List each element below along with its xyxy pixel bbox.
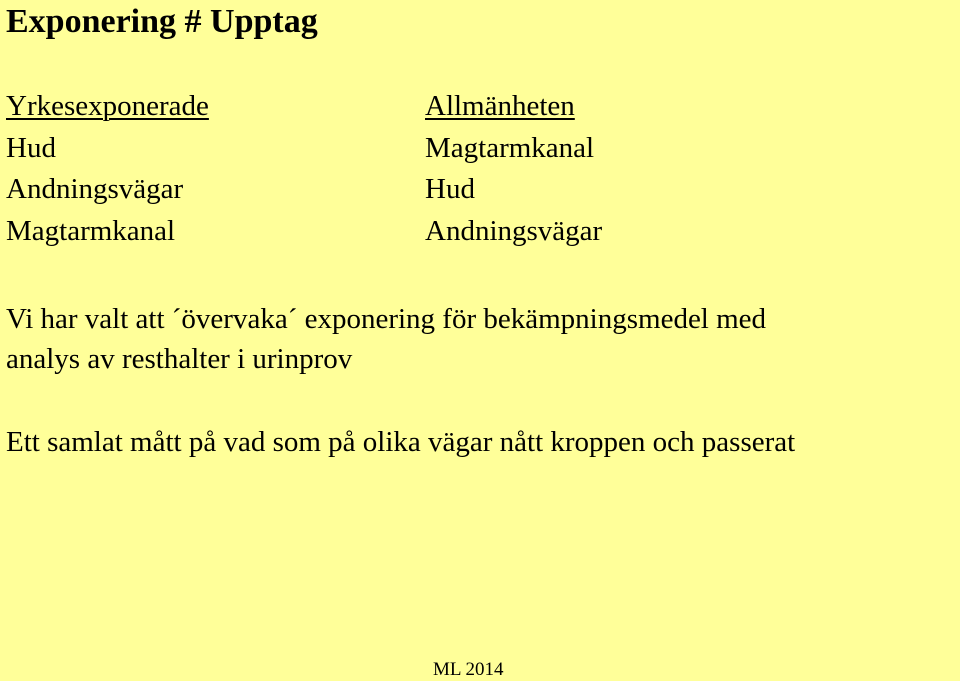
general-public-column [425,86,602,252]
slide-title: Exponering # Upptag [6,3,318,40]
public-route-item: Andningsvägar [425,214,603,247]
summary-paragraph: Ett samlat mått på vad som på olika vägar nått kroppen och passerat [6,426,796,458]
occupational-exposure-column [6,86,209,252]
paragraph-line: Vi har valt att ´övervaka´ exponering för bekämpningsmedel med [6,303,767,335]
general-public-heading: Allmänheten [425,90,575,122]
monitoring-paragraph [6,299,766,379]
paragraph-line: analys av resthalter i urinprov [6,343,353,375]
public-route-item: Hud [425,173,475,205]
occupational-exposure-heading: Yrkesexponerade [6,90,209,122]
occupational-route-item: Magtarmkanal [6,214,176,247]
public-route-item: Magtarmkanal [425,131,595,164]
occupational-route-item: Andningsvägar [6,173,184,205]
footer-credit: ML 2014 [433,659,504,680]
occupational-route-item: Hud [6,131,56,164]
